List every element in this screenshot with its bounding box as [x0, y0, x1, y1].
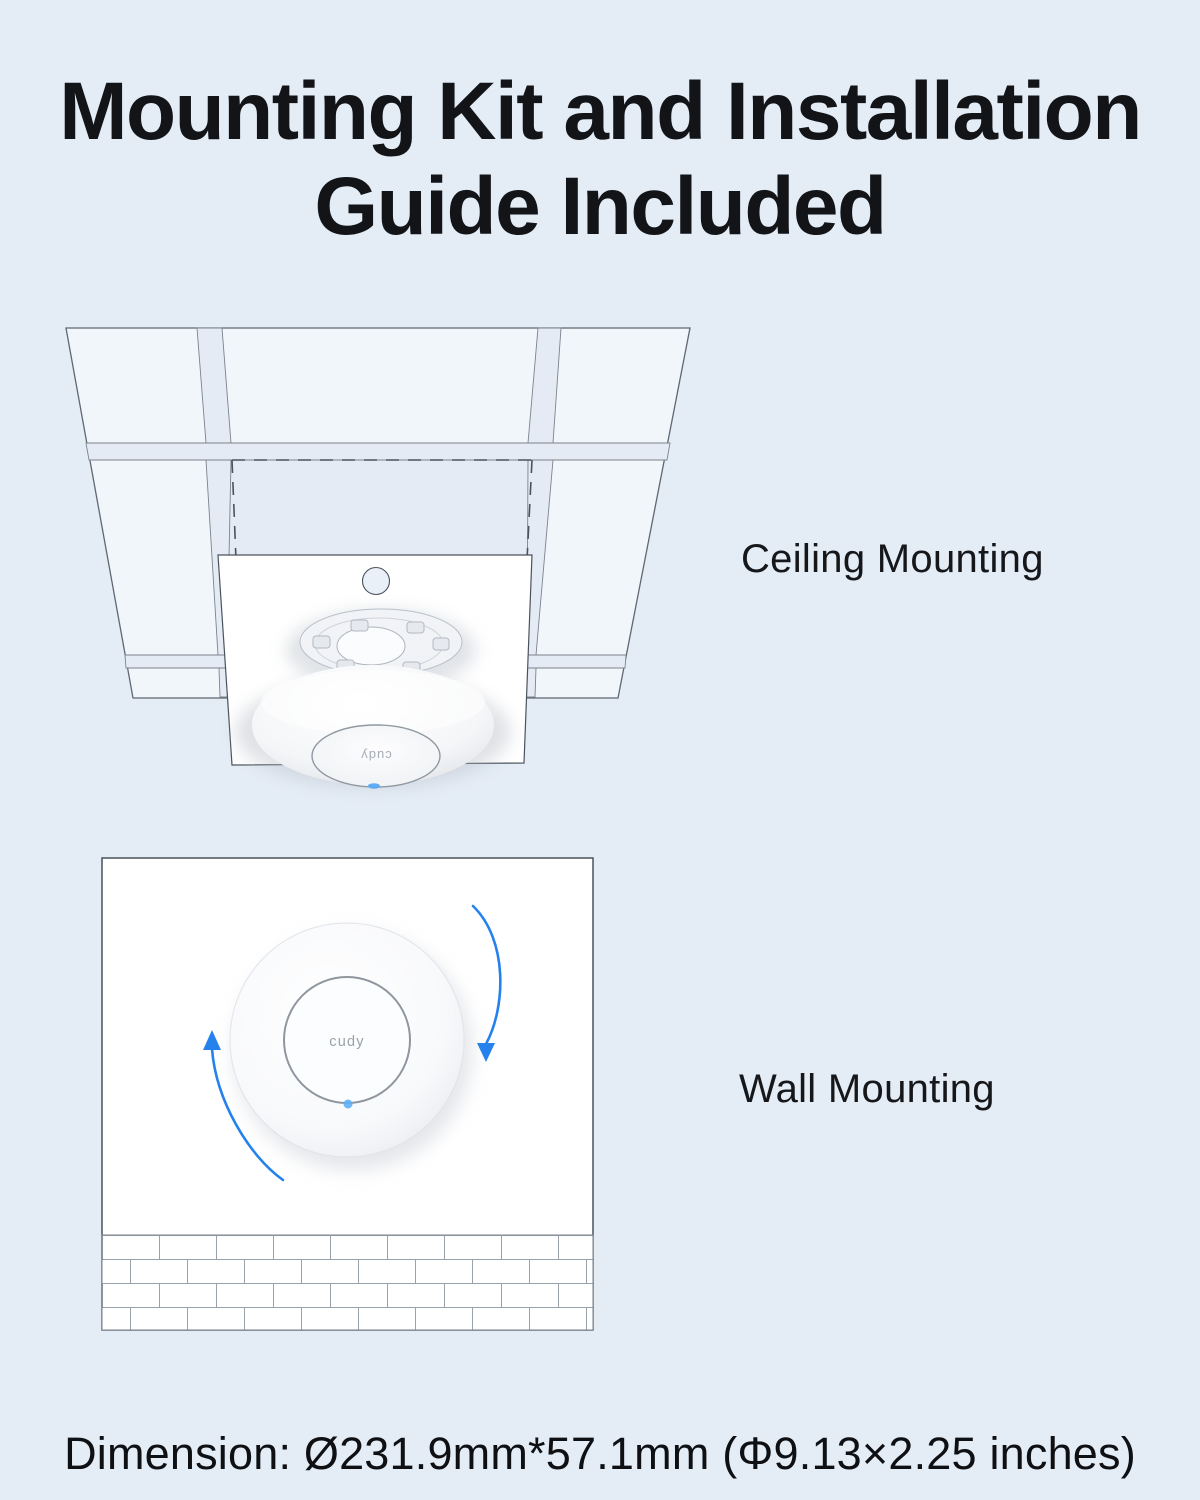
- cable-hole: [363, 568, 390, 595]
- brand-logo-ceiling: cudy: [360, 748, 392, 763]
- section-label-wall: Wall Mounting: [739, 1067, 995, 1111]
- page-title: [0, 64, 1200, 254]
- led-indicator-wall: [344, 1100, 353, 1109]
- ceiling-mounting-figure: [55, 320, 715, 820]
- section-label-ceiling: Ceiling Mounting: [741, 537, 1044, 581]
- dimension-text: Dimension: Ø231.9mm*57.1mm (Φ9.13×2.25 inches): [64, 1428, 1136, 1479]
- page-title-line1: Mounting Kit and Installation: [59, 66, 1141, 157]
- led-indicator-ceiling: [368, 783, 380, 789]
- brand-logo-wall: cudy: [329, 1034, 365, 1050]
- page-title-line2: Guide Included: [314, 161, 886, 253]
- brick-wall: [102, 1235, 593, 1330]
- wall-mounting-figure: [100, 855, 596, 1333]
